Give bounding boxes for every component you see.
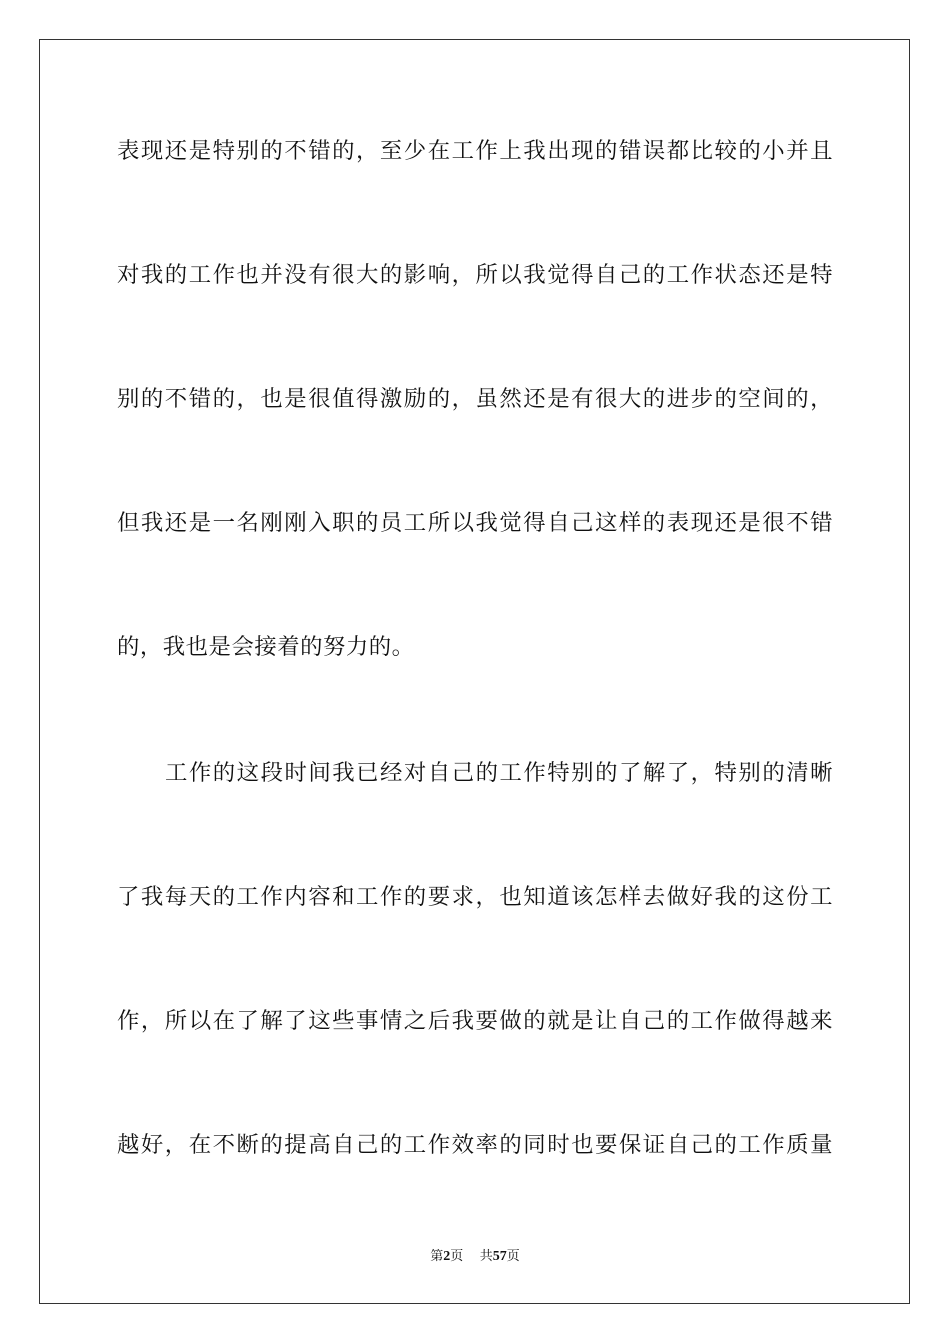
text-line: 表现还是特别的不错的，至少在工作上我出现的错误都比较的小并且 (117, 138, 833, 164)
page-footer (0, 1248, 950, 1266)
text-line: 作，所以在了解了这些事情之后我要做的就是让自己的工作做得越来 (117, 1008, 833, 1034)
total-suffix: 页 (506, 1249, 520, 1264)
page-border (39, 39, 910, 1304)
current-page-number: 2 (443, 1249, 451, 1264)
text-line: 别的不错的，也是很值得激励的，虽然还是有很大的进步的空间的， (117, 386, 833, 412)
text-line: 对我的工作也并没有很大的影响，所以我觉得自己的工作状态还是特 (117, 262, 833, 288)
total-page-count: 57 (492, 1249, 507, 1264)
page-suffix: 页 (450, 1249, 464, 1264)
total-prefix: 共 (479, 1249, 493, 1264)
page-prefix: 第 (430, 1249, 444, 1264)
text-line: 越好，在不断的提高自己的工作效率的同时也要保证自己的工作质量 (117, 1132, 833, 1158)
text-line: 的，我也是会接着的努力的。 (117, 634, 415, 660)
paragraph-first-line: 工作的这段时间我已经对自己的工作特别的了解了，特别的清晰 (165, 760, 833, 786)
text-line: 了我每天的工作内容和工作的要求，也知道该怎样去做好我的这份工 (117, 884, 833, 910)
text-line: 但我还是一名刚刚入职的员工所以我觉得自己这样的表现还是很不错 (117, 510, 833, 536)
